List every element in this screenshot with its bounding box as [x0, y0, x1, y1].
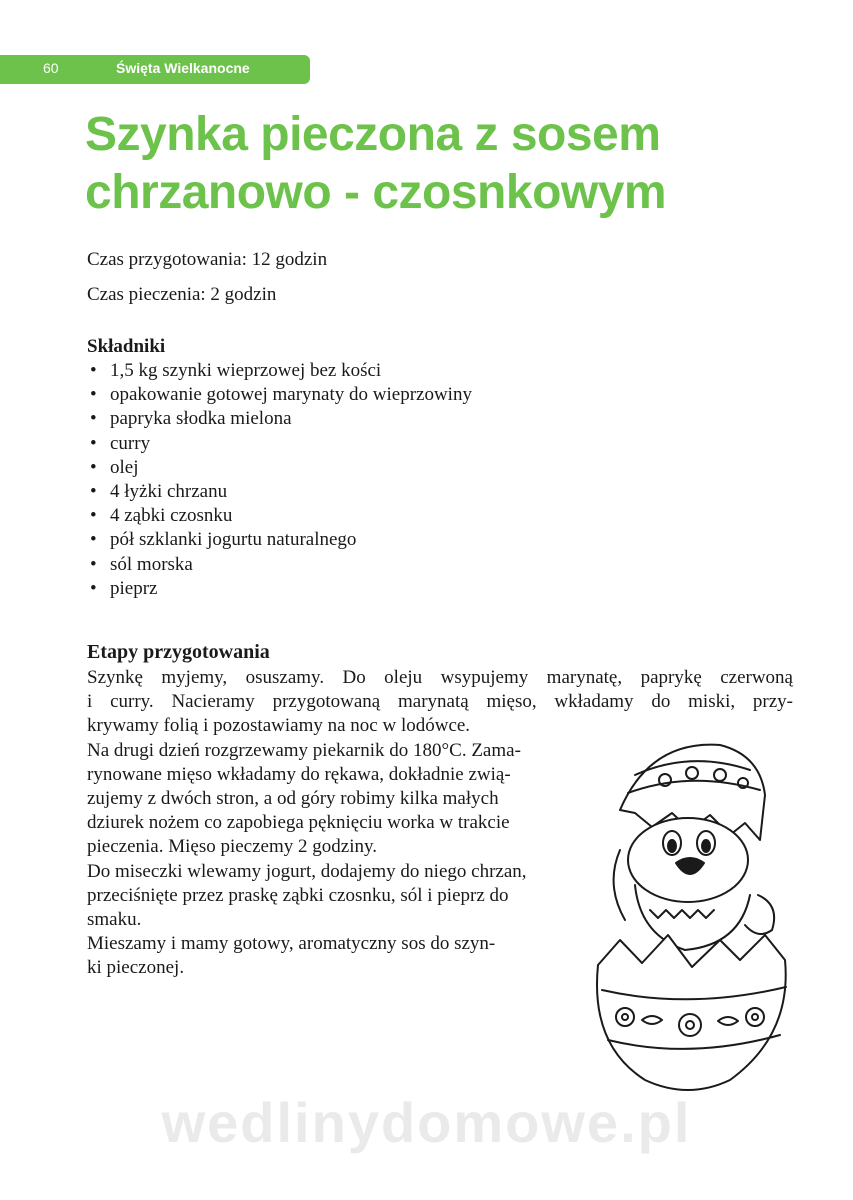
watermark: wedlinydomowe.pl: [161, 1091, 692, 1154]
step-line: Szynkę myjemy, osuszamy. Do oleju wsypujemy marynatę, paprykę czerwoną: [87, 667, 793, 688]
ingredients-heading: Składniki: [87, 336, 166, 357]
step-line: zujemy z dwóch stron, a od góry robimy kilka małych: [87, 788, 499, 810]
bake-time: Czas pieczenia: 2 godzin: [87, 284, 277, 305]
ingredient-item: • olej: [87, 456, 472, 480]
prep-time: Czas przygotowania: 12 godzin: [87, 249, 328, 270]
ingredient-item: • sól morska: [87, 553, 472, 577]
step-line: Do miseczki wlewamy jogurt, dodajemy do niego chrzan,: [87, 860, 527, 882]
step-line: Na drugi dzień rozgrzewamy piekarnik do 180°C. Zama-: [87, 739, 521, 761]
title-line-1: Szynka pieczona z sosem: [85, 108, 661, 161]
ingredient-item: • 4 łyżki chrzanu: [87, 480, 472, 504]
step-line: i curry. Nacieramy przygotowaną marynatą mięso, wkładamy do miski, przy-: [87, 691, 793, 713]
ingredient-item: • curry: [87, 432, 472, 456]
recipe-title: [85, 106, 825, 222]
section-title: Święta Wielkanocne: [116, 60, 250, 76]
step-line: smaku.: [87, 909, 142, 931]
steps-heading: Etapy przygotowania: [87, 641, 270, 663]
step-line: dziurek nożem co zapobiega pęknięciu worka w trakcie: [87, 812, 510, 834]
step-line: pieczenia. Mięso pieczemy 2 godziny.: [87, 836, 377, 858]
header-bar: [0, 55, 310, 84]
step-line: Mieszamy i mamy gotowy, aromatyczny sos do szyn-: [87, 933, 496, 955]
ingredient-item: • 4 ząbki czosnku: [87, 504, 472, 528]
step-line: krywamy folią i pozostawiamy na noc w lodówce.: [87, 715, 471, 737]
ingredients-list: [87, 359, 472, 601]
ingredient-item: • pół szklanki jogurtu naturalnego: [87, 528, 472, 552]
page-number: 60: [43, 60, 59, 76]
ingredient-item: • pieprz: [87, 577, 472, 601]
title-line-2: chrzanowo - czosnkowym: [85, 166, 667, 219]
ingredient-item: • opakowanie gotowej marynaty do wieprzowiny: [87, 383, 472, 407]
step-line: przeciśnięte przez praskę ząbki czosnku, sól i pieprz do: [87, 884, 509, 906]
easter-chick-illustration: [580, 735, 795, 1095]
step-line: rynowane mięso wkładamy do rękawa, dokładnie zwią-: [87, 763, 511, 785]
step-line: ki pieczonej.: [87, 957, 185, 979]
ingredient-item: • papryka słodka mielona: [87, 407, 472, 431]
ingredient-item: • 1,5 kg szynki wieprzowej bez kości: [87, 359, 472, 383]
